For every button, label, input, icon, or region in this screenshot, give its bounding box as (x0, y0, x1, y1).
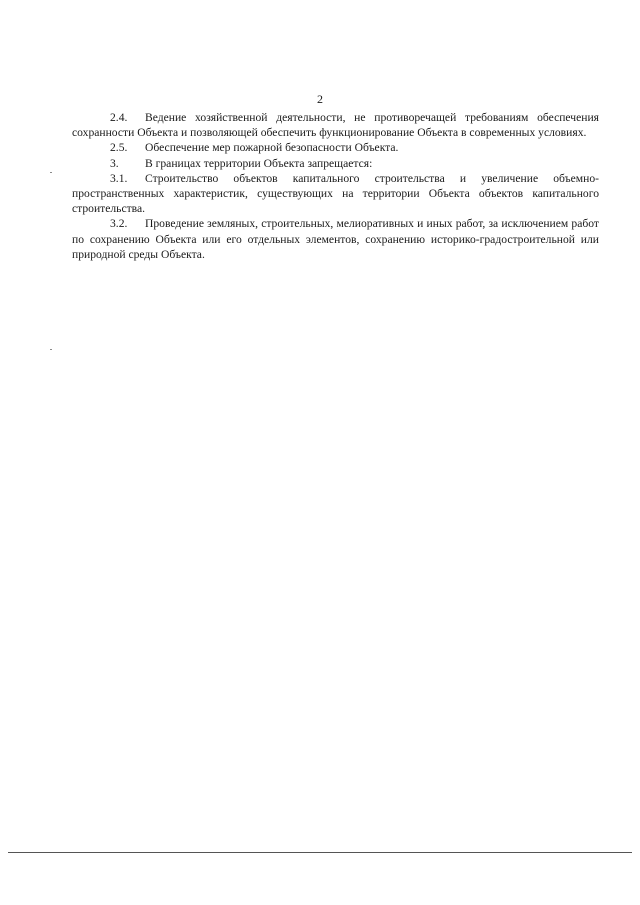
paragraph-text: В границах территории Объекта запрещается: (145, 156, 373, 170)
paragraph-3-2 (72, 216, 599, 262)
paragraph-number: 2.5. (110, 141, 128, 155)
paragraph-3 (72, 156, 599, 171)
paragraph-number: 2.4. (110, 111, 128, 124)
paragraph-number: 3.1. (110, 171, 128, 185)
paragraph-number: 3.2. (110, 217, 128, 231)
paragraph-3-1 (72, 171, 599, 217)
paragraph-2-4 (72, 110, 599, 140)
paragraph-text: Обеспечение мер пожарной безопасности Объекта. (145, 141, 399, 155)
document-body (72, 110, 599, 262)
paragraph-text: Строительство объектов капитального строительства и увеличение объемно-пространственных характеристик, существующих на территории Объекта объектов капитального строительства. (72, 171, 599, 216)
paragraph-text: Ведение хозяйственной деятельности, не противоречащей требованиям обеспечения сохранности Объекта и позволяющей обеспечить функционирование Объекта в современных условиях. (72, 111, 599, 140)
scan-speck (50, 349, 52, 350)
page-number: 2 (317, 92, 323, 106)
paragraph-number: 3. (110, 156, 119, 170)
scan-speck (50, 172, 52, 173)
paragraph-2-5 (72, 140, 599, 155)
paragraph-text: Проведение земляных, строительных, мелиоративных и иных работ, за исключением работ по сохранению Объекта или его отдельных элементов, сохранению историко-градостроительной или природной среды Объекта. (72, 217, 599, 261)
scan-edge-line (8, 852, 632, 853)
